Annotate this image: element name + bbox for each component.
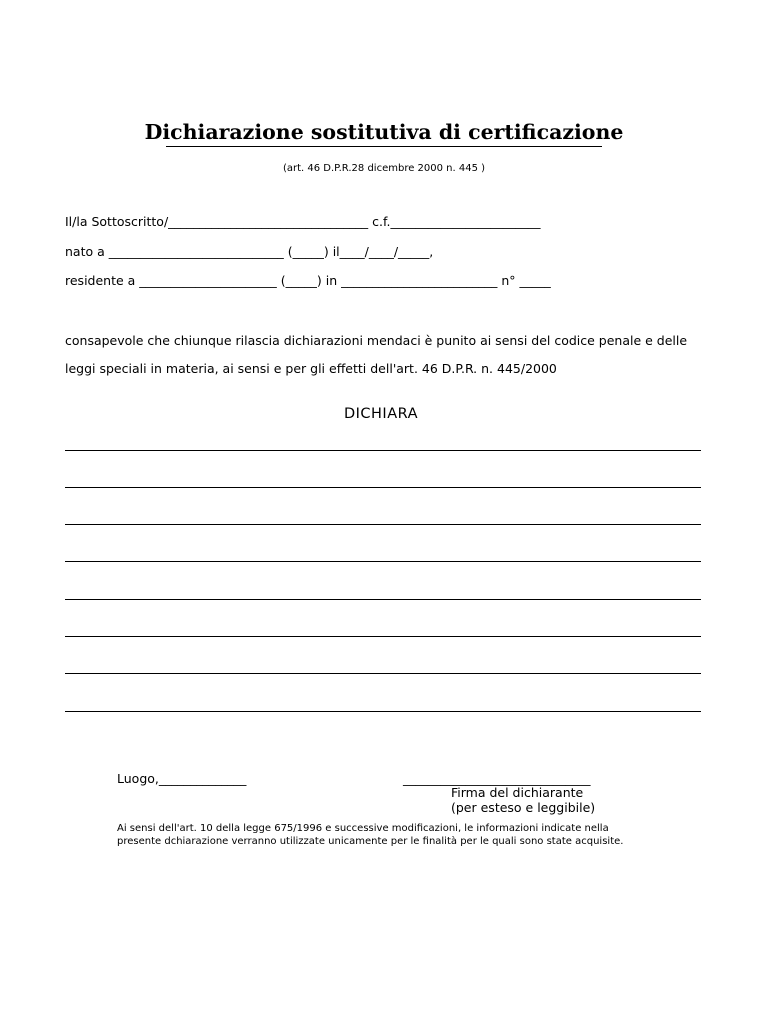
blank-line: [65, 711, 701, 712]
blank-line: [65, 673, 701, 674]
privacy-notice-line-1: Ai sensi dell'art. 10 della legge 675/1996 e successive modificazioni, le informazioni indicate nella: [117, 823, 609, 834]
document-subtitle: (art. 46 D.P.R.28 dicembre 2000 n. 445 ): [282, 163, 486, 174]
blank-line: [65, 450, 701, 451]
signature-line: ______________________________: [403, 771, 591, 786]
signature-note: (per esteso e leggibile): [451, 800, 596, 815]
field-residente-a: residente a ______________________ (_____) in _________________________ n° _____: [65, 273, 551, 288]
declaration-text-line-2: leggi speciali in materia, ai sensi e per gli effetti dell'art. 46 D.P.R. n. 445/2000: [65, 361, 557, 376]
field-sottoscritto-cf: Il/la Sottoscritto/________________________________ c.f.________________________: [65, 214, 541, 229]
blank-line: [65, 524, 701, 525]
blank-line: [65, 636, 701, 637]
privacy-notice-line-2: presente dchiarazione verranno utilizzate unicamente per le finalità per le quali sono state acquisite.: [117, 836, 624, 847]
dichiara-heading: DICHIARA: [343, 406, 419, 422]
blank-line: [65, 561, 701, 562]
signature-label: Firma del dichiarante: [451, 785, 584, 800]
blank-line: [65, 487, 701, 488]
place-field: Luogo,______________: [117, 771, 247, 786]
field-nato-a: nato a ____________________________ (_____) il____/____/_____,: [65, 244, 434, 259]
document-title: Dichiarazione sostitutiva di certificazione: [144, 120, 624, 144]
title-underline: [166, 146, 602, 147]
blank-line: [65, 599, 701, 600]
declaration-text-line-1: consapevole che chiunque rilascia dichiarazioni mendaci è punito ai sensi del codice penale e delle: [65, 333, 688, 348]
